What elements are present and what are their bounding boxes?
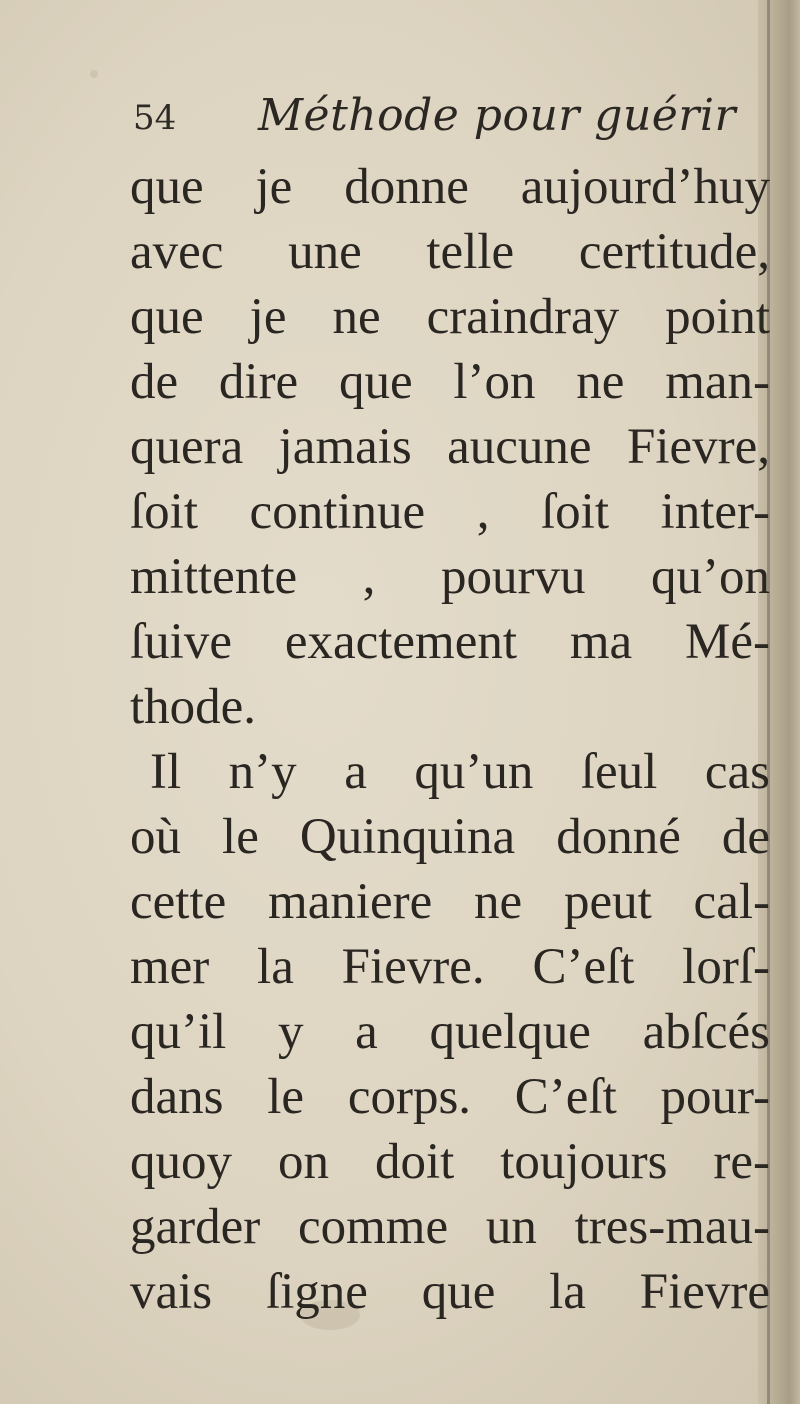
text-line: quera jamais aucune Fievre, [130, 419, 770, 475]
text-line: où le Quinquina donné de [130, 809, 770, 865]
text-line: que je donne aujourd’huy [130, 159, 770, 215]
text-line: garder comme un tres-mau- [130, 1199, 770, 1255]
text-line: thode. [130, 679, 257, 735]
page-header [133, 90, 773, 150]
text-line: ſoit continue , ſoit inter- [130, 484, 770, 540]
text-line: vais ſigne que la Fievre [130, 1264, 770, 1320]
text-line: mittente , pourvu qu’on [130, 549, 770, 605]
body-text [130, 155, 770, 1325]
text-line: Il n’y a qu’un ſeul cas [150, 744, 770, 800]
page-number: 54 [133, 98, 177, 138]
text-line: que je ne craindray point [130, 289, 770, 345]
running-title: Méthode pour guérir [258, 90, 736, 141]
text-line: quoy on doit toujours re- [130, 1134, 770, 1190]
paper-stain [90, 70, 98, 78]
text-line: de dire que l’on ne man- [130, 354, 770, 410]
text-line: dans le corps. C’eſt pour- [130, 1069, 770, 1125]
text-line: qu’il y a quelque abſcés [130, 1004, 770, 1060]
text-line: avec une telle certitude, [130, 224, 770, 280]
text-line: mer la Fievre. C’eſt lorſ- [130, 939, 770, 995]
text-line: ſuive exactement ma Mé- [130, 614, 770, 670]
text-line: cette maniere ne peut cal- [130, 874, 770, 930]
